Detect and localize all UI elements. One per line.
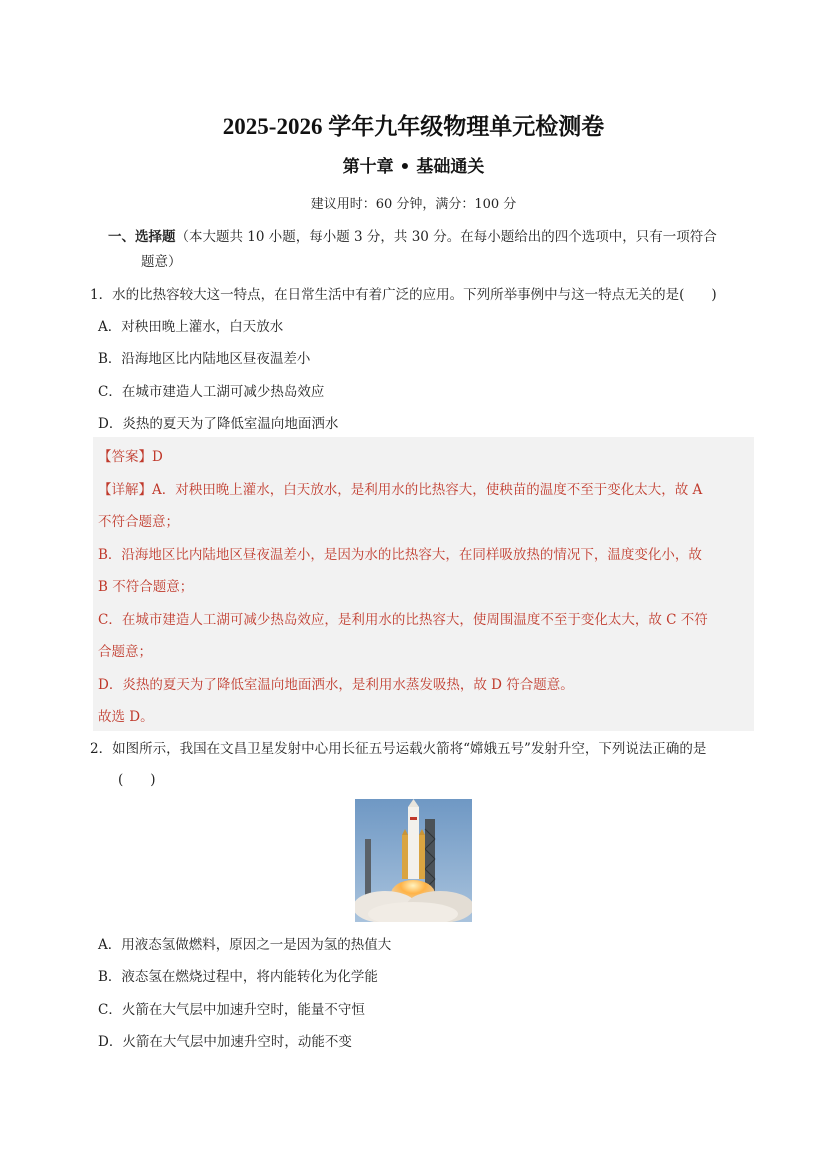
- q2-option-d: D．火箭在大气层中加速升空时，动能不变: [98, 1034, 352, 1050]
- q1-answer: [98, 445, 163, 465]
- section-desc-cont: 题意）: [141, 254, 182, 270]
- question-1-stem: 1．水的比热容较大这一特点，在日常生活中有着广泛的应用。下列所举事例中与这一特点无关的是( ): [90, 287, 717, 303]
- q2-option-a: A．用液态氢做燃料，原因之一是因为氢的热值大: [98, 937, 392, 953]
- explanation-line: 不符合题意；: [98, 514, 179, 530]
- explanation-line: C．在城市建造人工湖可减少热岛效应，是利用水的比热容大，使周围温度不至于变化太大，故 C 不符: [98, 612, 708, 628]
- explanation-text: A．对秧田晚上灌水，白天放水，是利用水的比热容大，使秧苗的温度不至于变化太大，故 A: [152, 482, 703, 498]
- question-2-stem: 2．如图所示，我国在文昌卫星发射中心用长征五号运载火箭将“嫦娥五号”发射升空，下列说法正确的是: [90, 741, 707, 757]
- section-desc: （本大题共 10 小题，每小题 3 分，共 30 分。在每小题给出的四个选项中，只有一项符合: [175, 229, 717, 245]
- explanation-line: D．炎热的夏天为了降低室温向地面洒水，是利用水蒸发吸热，故 D 符合题意。: [98, 677, 574, 693]
- q1-option-a: A．对秧田晚上灌水，白天放水: [98, 319, 284, 335]
- question-2-bracket: ( ): [118, 772, 156, 788]
- q1-option-b: B．沿海地区比内陆地区昼夜温差小: [98, 351, 311, 367]
- exam-meta: 建议用时：60 分钟，满分：100 分: [310, 197, 517, 212]
- answer-tag: 【答案】: [98, 449, 152, 465]
- q1-option-c: C．在城市建造人工湖可减少热岛效应: [98, 384, 325, 400]
- explanation-line: B 不符合题意；: [98, 579, 194, 595]
- q2-option-c: C．火箭在大气层中加速升空时，能量不守恒: [98, 1002, 365, 1018]
- explanation-line: 故选 D。: [98, 709, 154, 725]
- q1-option-d: D．炎热的夏天为了降低室温向地面洒水: [98, 416, 339, 432]
- q2-option-b: B．液态氢在燃烧过程中，将内能转化为化学能: [98, 969, 378, 985]
- section-label: 一、选择题: [108, 229, 176, 245]
- section-heading: [108, 225, 758, 275]
- page-subtitle: 第十章 • 基础通关: [342, 157, 485, 177]
- explanation-line: B．沿海地区比内陆地区昼夜温差小，是因为水的比热容大，在同样吸放热的情况下，温度变化小，故: [98, 547, 702, 563]
- rocket-launch-photo: [355, 799, 472, 922]
- answer-value: D: [152, 449, 163, 465]
- page-title: 2025-2026 学年九年级物理单元检测卷: [222, 114, 605, 139]
- q1-detail-line: [98, 478, 702, 498]
- detail-tag: 【详解】: [98, 482, 152, 498]
- explanation-line: 合题意；: [98, 644, 152, 660]
